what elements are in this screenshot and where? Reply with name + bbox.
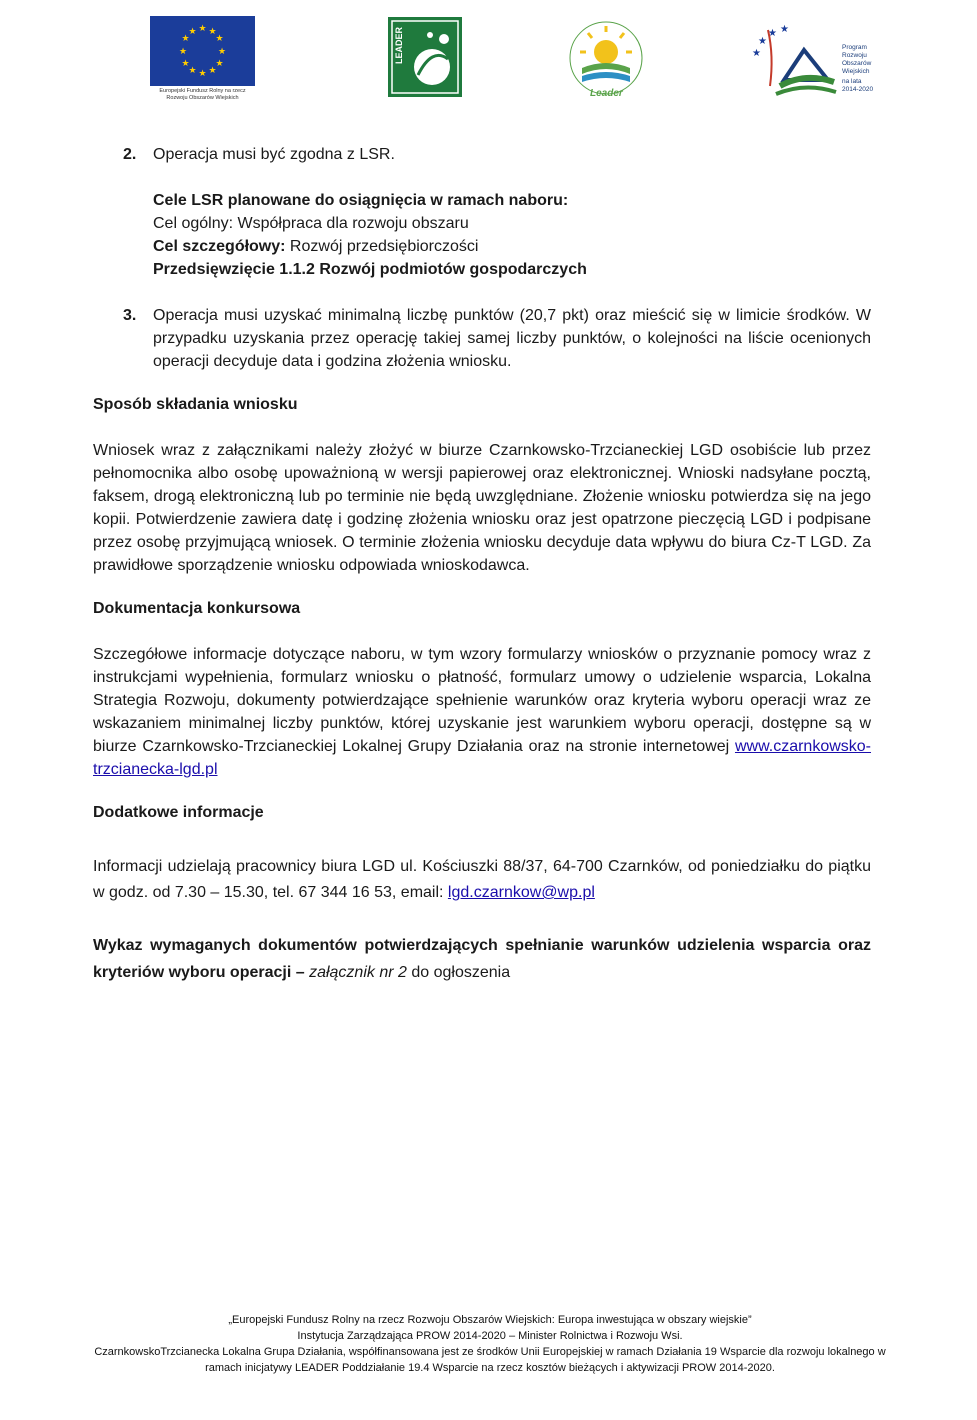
eu-caption: Europejski Fundusz Rolny na rzecz Rozwoju Obszarów Wiejskich xyxy=(159,88,246,101)
prow-name: Program Rozwoju Obszarów Wiejskich xyxy=(842,44,872,75)
section-heading-dokumentacja: Dokumentacja konkursowa xyxy=(93,600,301,617)
cel-szczegolowy-value: Rozwój przedsiębiorczości xyxy=(285,238,479,255)
lgd-logo xyxy=(560,18,652,106)
wykaz-text xyxy=(93,932,871,986)
wykaz-italic: załącznik nr 2 xyxy=(309,964,407,981)
svg-text:★: ★ xyxy=(780,24,789,35)
leader-logo xyxy=(388,17,462,97)
lgd-label: Leader xyxy=(590,88,623,99)
cele-heading: Cele LSR planowane do osiągnięcia w ramach naboru: xyxy=(153,192,569,209)
cel-szczegolowy xyxy=(153,235,871,258)
sposob-text: Wniosek wraz z załącznikami należy złożyć w biurze Czarnkowsko-Trzcianeckiej LGD osobiście lub przez pełnomocnika albo osobę upoważnioną w wersji papierowej oraz elektronicznej. Wnioski nadsyłane pocztą, faksem, drogą elektroniczną lub po terminie nie będą uwzględniane. Złożenie wniosku potwierdza się na jego kopii. Potwierdzenie zawiera datę i godzinę złożenia wniosku oraz jest opatrzone pieczęcią LGD i podpisane przez osobę przyjmującą wniosek. O terminie złożenia wniosku decyduje data wpływu do biura Cz-T LGD. Za prawidłowe sporządzenie wniosku odpowiada wnioskodawca. xyxy=(93,442,871,574)
section-heading-dodatkowe: Dodatkowe informacje xyxy=(93,804,264,821)
section-heading-sposob: Sposób składania wniosku xyxy=(93,396,298,413)
cel-szczegolowy-label: Cel szczegółowy: xyxy=(153,238,286,255)
przedsiewziecie: Przedsięwzięcie 1.1.2 Rozwój podmiotów gospodarczych xyxy=(153,261,587,278)
dodatkowe-text xyxy=(93,854,871,906)
eu-flag-icon xyxy=(150,16,255,86)
svg-text:★: ★ xyxy=(752,48,761,59)
item3-text: Operacja musi uzyskać minimalną liczbę punktów (20,7 pkt) oraz mieścić się w limicie środków. W przypadku uzyskania przez operację takiej samej liczby punktów, o kolejności na liście ocenionych operacji decyduje data i godzina złożenia wniosku. xyxy=(153,307,871,370)
svg-text:★: ★ xyxy=(208,66,217,76)
svg-text:★: ★ xyxy=(215,34,224,44)
prow-logo xyxy=(750,16,875,100)
website-link[interactable]: www.czarnkowsko-trzcianecka-lgd.pl xyxy=(93,738,871,778)
svg-text:★: ★ xyxy=(208,27,217,37)
wykaz-bold: Wykaz wymaganych dokumentów potwierdzających spełnianie warunków udzielenia wsparcia oraz kryteriów wyboru operacji – xyxy=(93,937,871,981)
wykaz-rest: do ogłoszenia xyxy=(406,964,511,981)
svg-text:★: ★ xyxy=(188,27,197,37)
svg-text:★: ★ xyxy=(188,66,197,76)
footer-line-2: Instytucja Zarządzająca PROW 2014-2020 – Minister Rolnictwa i Rozwoju Wsi. xyxy=(297,1330,683,1342)
svg-text:★: ★ xyxy=(215,59,224,69)
header-logos xyxy=(0,12,977,102)
svg-text:★: ★ xyxy=(758,36,767,47)
cel-ogolny: Cel ogólny: Współpraca dla rozwoju obszaru xyxy=(153,215,469,232)
svg-text:★: ★ xyxy=(178,47,188,57)
svg-text:★: ★ xyxy=(217,47,227,57)
svg-text:★: ★ xyxy=(181,59,190,69)
prow-years: na lata 2014-2020 xyxy=(842,78,874,93)
dokumentacja-body: Szczegółowe informacje dotyczące naboru, w tym wzory formularzy wniosków o przyznanie pomocy wraz z instrukcjami wypełnienia, formularz wniosku o płatność, formularz umowy o udzielenie wsparcia, Lokalna Strategia Rozwoju, dokumenty potwierdzające spełnienie warunków oraz kryteria wyboru operacji wraz ze wskazaniem minimalnej liczby punktów, której uzyskanie jest warunkiem wyboru operacji, dostępne są w biurze Czarnkowsko-Trzcianeckiej Lokalnej Grupy Działania oraz na stronie internetowej xyxy=(93,646,871,755)
list-number: 2. xyxy=(123,146,137,163)
list-item-3 xyxy=(93,304,871,373)
document-body xyxy=(93,143,871,986)
email-link[interactable]: lgd.czarnkow@wp.pl xyxy=(447,884,595,901)
footer-line-3: CzarnkowskoTrzcianecka Lokalna Grupa Działania, współfinansowana jest ze środków Unii Europejskiej w ramach Działania 19 Wsparcie dla rozwoju lokalnego w ramach inicjatywy LEADER Poddziałanie 19.4 Wsparcie na rzecz kosztów bieżących i aktywizacji PROW 2014-2020. xyxy=(94,1346,886,1374)
item2-text: Operacja musi być zgodna z LSR. xyxy=(153,146,395,163)
svg-text:★: ★ xyxy=(768,28,777,39)
prow-label xyxy=(842,44,876,94)
eu-logo xyxy=(150,16,255,102)
svg-text:★: ★ xyxy=(181,34,190,44)
footer-line-1: „Europejski Fundusz Rolny na rzecz Rozwoju Obszarów Wiejskich: Europa inwestująca w obszary wiejskie” xyxy=(228,1314,752,1326)
svg-text:★: ★ xyxy=(198,69,207,79)
svg-text:★: ★ xyxy=(198,24,207,34)
leader-label: LEADER xyxy=(394,27,404,65)
dokumentacja-text xyxy=(93,643,871,781)
list-item-2 xyxy=(93,143,871,281)
page-footer xyxy=(90,1312,890,1376)
dodatkowe-body: Informacji udzielają pracownicy biura LGD ul. Kościuszki 88/37, 64-700 Czarnków, od poniedziałku do piątku w godz. od 7.30 – 15.30, tel. 67 344 16 53, email: xyxy=(93,858,871,901)
list-number: 3. xyxy=(123,307,137,324)
